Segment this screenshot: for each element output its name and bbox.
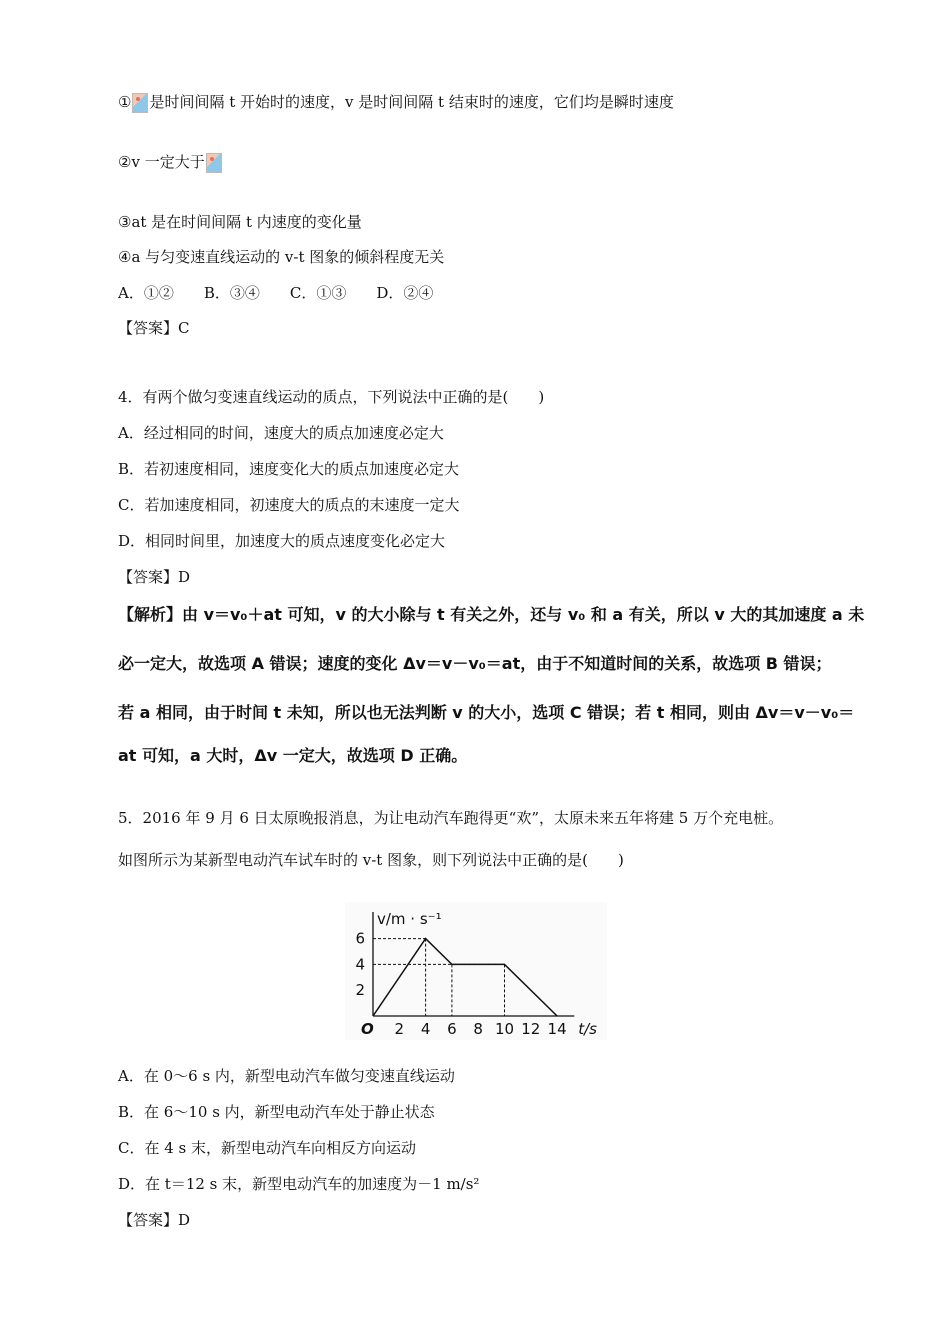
y-tick-label: 2 [355,981,365,1000]
x-tick-label: 8 [473,1020,483,1038]
broken-image-icon [206,153,222,173]
origin-label: O [361,1020,374,1038]
q5-option-a: A．在 0～6 s 内，新型电动汽车做匀变速直线运动 [118,1067,455,1085]
broken-image-icon [132,93,148,113]
q5-option-c: C．在 4 s 末，新型电动汽车向相反方向运动 [118,1139,417,1157]
y-axis-label: v/m · s⁻¹ [377,910,442,928]
q4-analysis-line-2: 必一定大，故选项 A 错误；速度的变化 Δv＝v－v₀＝at，由于不知道时间的关系，故选项 B 错误； [118,654,832,673]
q4-answer: 【答案】D [118,568,191,586]
x-axis-label: t/s [578,1020,597,1038]
q5-option-d: D．在 t＝12 s 末，新型电动汽车的加速度为－1 m/s² [118,1175,480,1193]
q5-answer: 【答案】D [118,1211,191,1229]
q4-analysis-line-1: 【解析】由 v＝v₀＋at 可知，v 的大小除与 t 有关之外，还与 v₀ 和 a 有关，所以 v 大的其加速度 a 未 [118,605,865,624]
q4-option-a: A．经过相同的时间，速度大的质点加速度必定大 [118,424,444,442]
q3-answer: 【答案】C [118,319,190,337]
q5-question-line-2: 如图所示为某新型电动汽车试车时的 v-t 图象，则下列说法中正确的是( ) [118,851,624,869]
q3-statement-2 [118,152,223,173]
x-tick-label: 10 [494,1020,515,1038]
vt-chart [345,902,607,1040]
x-tick-label: 4 [420,1020,431,1038]
y-tick-label: 4 [355,955,365,974]
q4-analysis-line-4: at 可知，a 大时，Δv 一定大，故选项 D 正确。 [118,746,468,765]
q4-option-d: D．相同时间里，加速度大的质点速度变化必定大 [118,532,446,550]
q4-question: 4．有两个做匀变速直线运动的质点，下列说法中正确的是( ) [118,388,545,406]
x-tick-label: 14 [547,1020,567,1038]
q4-option-c: C．若加速度相同，初速度大的质点的末速度一定大 [118,496,460,514]
q5-option-b: B．在 6～10 s 内，新型电动汽车处于静止状态 [118,1103,435,1121]
q4-option-b: B．若初速度相同，速度变化大的质点加速度必定大 [118,460,460,478]
q4-analysis-line-3: 若 a 相同，由于时间 t 未知，所以也无法判断 v 的大小，选项 C 错误；若 t 相同，则由 Δv＝v－v₀＝ [118,703,855,722]
q3-statement-1 [118,92,674,113]
q3-statement-3: ③at 是在时间间隔 t 内速度的变化量 [118,213,362,231]
x-tick-label: 12 [521,1020,541,1038]
q3-statement-4: ④a 与匀变速直线运动的 v-t 图象的倾斜程度无关 [118,248,445,266]
q3-stmt2-text: ②v 一定大于 [118,153,205,171]
y-tick-label: 6 [355,929,365,948]
q3-options: A．①② B．③④ C．①③ D．②④ [118,284,434,302]
q3-stmt1-prefix: ① [118,93,132,111]
x-tick-label: 6 [447,1020,457,1038]
x-tick-label: 2 [394,1020,405,1038]
q3-stmt1-text: 是时间间隔 t 开始时的速度，v 是时间间隔 t 结束时的速度，它们均是瞬时速度 [149,93,674,111]
q5-question-line-1: 5．2016 年 9 月 6 日太原晚报消息，为让电动汽车跑得更“欢”，太原未来五年将建 5 万个充电桩。 [118,809,784,827]
